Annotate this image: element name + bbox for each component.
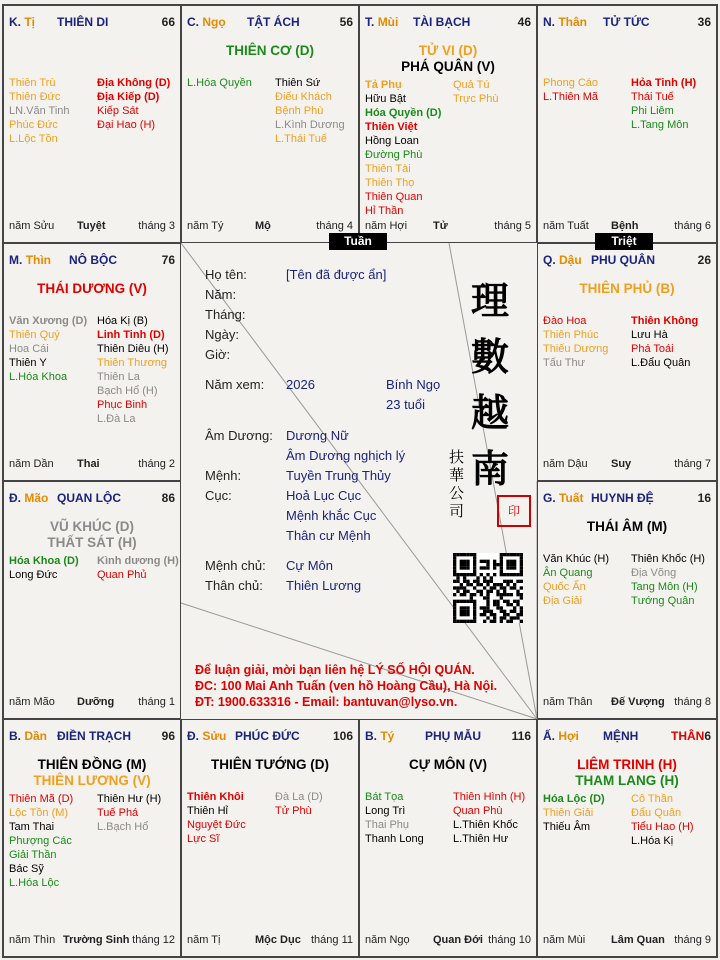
- minor-star: Địa Không (D): [97, 77, 171, 89]
- tuan-tag: Tuần: [329, 233, 387, 250]
- palace-month: tháng 8: [674, 696, 711, 708]
- than-cu-note: Thân cư Mệnh: [286, 528, 371, 543]
- palace-name: TÀI BẠCH: [413, 15, 471, 29]
- minor-star: Ân Quang: [543, 567, 593, 579]
- cuc-note: Mệnh khắc Cục: [286, 508, 377, 523]
- minor-star: Thiếu Dương: [543, 343, 609, 355]
- minor-star: Thiên Diêu (H): [97, 343, 169, 355]
- minor-star: Thiên Hình (H): [453, 791, 526, 803]
- palace-header: [543, 15, 711, 29]
- palace-footer: [187, 220, 353, 234]
- palace-mao[interactable]: [3, 481, 181, 719]
- palace-year: năm Tị: [187, 934, 221, 946]
- minor-star: Bệnh Phù: [275, 105, 324, 117]
- palace-can: K.: [9, 15, 21, 29]
- palace-month: tháng 2: [138, 458, 175, 470]
- palace-chi: Ngọ: [202, 15, 226, 29]
- minor-star: Bạch Hổ (H): [97, 385, 158, 397]
- contact-address: ĐC: 100 Mai Anh Tuấn (ven hồ Hoàng Cầu), Hà Nội.: [195, 679, 498, 693]
- minor-star: Tử Phù: [275, 805, 312, 817]
- minor-star: L.Hóa Quyền: [187, 77, 252, 89]
- minor-stars-right: [97, 792, 161, 834]
- palace-age: 116: [511, 729, 531, 743]
- palace-stage: Dưỡng: [77, 696, 115, 708]
- minor-stars-right: [275, 790, 323, 818]
- nam-xem-value: 2026: [286, 377, 315, 392]
- minor-star: L.Kình Dương: [275, 119, 345, 131]
- minor-star: Thiên Quý: [9, 329, 60, 341]
- minor-stars-right: [631, 314, 698, 370]
- palace-age: 36: [697, 15, 711, 29]
- palace-year: năm Mão: [9, 696, 55, 708]
- qr-code-icon[interactable]: [453, 553, 523, 623]
- palace-footer: [543, 220, 711, 234]
- minor-star: Lực Sĩ: [187, 833, 220, 845]
- minor-star: Phá Toái: [631, 343, 674, 355]
- minor-star: Phúc Đức: [9, 119, 58, 131]
- palace-stage: Thai: [77, 458, 100, 470]
- palace-header: [187, 15, 353, 29]
- minor-stars-left: [543, 314, 608, 370]
- palace-stage: Quan Đới: [433, 934, 483, 946]
- minor-star: Thiên Hư (H): [97, 793, 162, 805]
- minor-star: Địa Kiếp (D): [97, 91, 160, 103]
- am-duong-label: Âm Dương:: [205, 428, 273, 443]
- minor-star: Quan Phủ: [97, 569, 147, 581]
- minor-star: Tang Môn (H): [631, 581, 698, 593]
- menh-label: Mệnh:: [205, 468, 242, 483]
- palace-stage: Suy: [611, 458, 632, 470]
- palace-stage: Đế Vượng: [611, 696, 665, 708]
- minor-star: L.Hóa Lộc: [9, 877, 60, 889]
- palace-footer: [187, 934, 353, 948]
- palace-can: Đ.: [187, 729, 199, 743]
- palace-chi: Dần: [24, 729, 48, 743]
- palace-header: [543, 253, 711, 267]
- minor-star: Hóa Quyền (D): [365, 107, 442, 119]
- minor-star: Văn Khúc (H): [543, 553, 610, 565]
- am-duong-value: Dương Nữ: [286, 428, 349, 443]
- minor-star: Thiên Việt: [365, 121, 418, 133]
- palace-can: C.: [187, 15, 199, 29]
- minor-stars-left: [9, 314, 87, 384]
- minor-star: Điếu Khách: [275, 91, 332, 103]
- palace-ti[interactable]: [3, 5, 181, 243]
- ho-ten-label: Họ tên:: [205, 267, 247, 282]
- palace-stage: Tử: [433, 220, 448, 232]
- minor-star: Địa Võng: [631, 567, 677, 579]
- palace-age: 46: [517, 15, 531, 29]
- nam-label: Năm:: [205, 287, 237, 302]
- palace-header: [365, 15, 531, 29]
- minor-star: L.Đà La: [97, 413, 136, 425]
- minor-star: Phục Binh: [97, 399, 148, 411]
- palace-can: B.: [9, 729, 21, 743]
- palace-can: M.: [9, 253, 23, 267]
- palace-footer: [543, 458, 711, 472]
- menh-value: Tuyền Trung Thủy: [286, 468, 391, 483]
- seal-calligraphy: 理數越南: [471, 278, 510, 491]
- palace-age: 106: [332, 729, 353, 743]
- palace-year: năm Thân: [543, 696, 593, 708]
- palace-header: [365, 729, 531, 743]
- minor-star: Thiên Thương: [97, 357, 168, 369]
- palace-footer: [365, 934, 531, 948]
- minor-star: Thiên Sứ: [275, 77, 321, 89]
- minor-star: Quan Phù: [453, 805, 503, 817]
- tu-vi-chart: [2, 4, 718, 958]
- minor-star: Kiếp Sát: [97, 105, 139, 117]
- ngay-label: Ngày:: [205, 327, 239, 342]
- minor-star: Giải Thần: [9, 849, 57, 861]
- minor-star: L.Bạch Hổ: [97, 821, 149, 833]
- minor-star: Thiên Hỉ: [187, 805, 228, 817]
- main-star: CỰ MÔN (V): [409, 757, 487, 772]
- palace-suu[interactable]: [181, 719, 359, 957]
- palace-thin[interactable]: [3, 243, 181, 481]
- palace-year: năm Sửu: [9, 220, 55, 232]
- minor-star: Hóa Khoa (D): [9, 555, 79, 567]
- minor-star: Đào Hoa: [543, 315, 587, 327]
- than-marker: THÂN: [671, 729, 705, 743]
- palace-can: T.: [365, 15, 375, 29]
- minor-stars-right: [631, 76, 696, 132]
- minor-star: Thiên Không: [631, 315, 699, 327]
- minor-star: LN.Văn Tinh: [9, 105, 70, 117]
- palace-header: [9, 15, 175, 29]
- minor-stars-left: [543, 552, 609, 608]
- palace-than[interactable]: [537, 5, 717, 243]
- palace-month: tháng 11: [310, 934, 353, 946]
- gio-label: Giờ:: [205, 347, 231, 362]
- palace-name: QUAN LỘC: [57, 491, 121, 505]
- minor-star: L.Thiên Khốc: [453, 819, 518, 831]
- main-star: THÁI ÂM (M): [586, 519, 668, 534]
- minor-star: Phi Liêm: [631, 105, 674, 117]
- minor-stars-right: [97, 314, 169, 426]
- minor-star: Thiên Khốc (H): [631, 553, 705, 565]
- palace-year: năm Hợi: [365, 220, 408, 232]
- palace-chi: Thân: [558, 15, 588, 29]
- minor-star: Thiên Tài: [365, 163, 411, 175]
- minor-stars-left: [9, 76, 70, 146]
- minor-star: Quốc Ấn: [543, 581, 586, 593]
- palace-name: PHỤ MẪU: [425, 729, 481, 743]
- palace-year: năm Ngọ: [365, 934, 410, 946]
- minor-star: Hữu Bật: [365, 93, 406, 105]
- palace-ngo[interactable]: [181, 5, 359, 243]
- minor-star: Thiếu Âm: [543, 821, 591, 833]
- minor-star: Thái Tuế: [631, 91, 674, 103]
- contact-phone-email[interactable]: ĐT: 1900.633316 - Email: bantuvan@lyso.vn.: [195, 695, 458, 709]
- palace-age: 86: [161, 491, 175, 505]
- palace-footer: [9, 458, 175, 472]
- minor-star: Thiên Thọ: [365, 177, 415, 189]
- palace-stage: Bệnh: [611, 220, 639, 232]
- minor-star: Phong Cáo: [543, 77, 599, 89]
- minor-stars-right: [97, 554, 179, 582]
- minor-stars-right: [631, 552, 705, 608]
- palace-header: [543, 729, 711, 743]
- minor-star: Hoa Cái: [9, 343, 49, 355]
- palace-month: tháng 9: [674, 934, 711, 946]
- seal-stamp-icon: 印: [497, 495, 531, 527]
- minor-star: L.Hóa Khoa: [9, 371, 68, 383]
- am-duong-note: Âm Dương nghịch lý: [286, 448, 406, 463]
- palace-age: 26: [697, 253, 711, 267]
- palace-stage: Lâm Quan: [611, 934, 665, 946]
- minor-star: Tướng Quân: [631, 595, 695, 607]
- minor-star: Thiên Đức: [9, 91, 61, 103]
- palace-hoi[interactable]: [537, 719, 717, 957]
- triet-tag: Triệt: [595, 233, 653, 250]
- palace-chi: Dậu: [559, 253, 582, 267]
- main-star: LIÊM TRINH (H): [577, 757, 677, 772]
- menh-chu-value: Cự Môn: [286, 558, 333, 573]
- ho-ten-value: [Tên đã được ẩn]: [286, 267, 387, 282]
- minor-stars-right: [275, 76, 345, 146]
- thang-label: Tháng:: [205, 307, 246, 322]
- minor-star: L.Thiên Hư: [453, 833, 509, 845]
- palace-footer: [543, 696, 711, 710]
- palace-name: THIÊN DI: [57, 15, 109, 29]
- minor-star: Quả Tú: [453, 79, 490, 91]
- minor-star: Long Trì: [365, 805, 406, 817]
- minor-star: Hồng Loan: [365, 135, 419, 147]
- minor-stars-right: [453, 790, 525, 846]
- palace-dau[interactable]: [537, 243, 717, 481]
- minor-star: Thanh Long: [365, 833, 424, 845]
- palace-year: năm Thìn: [9, 934, 56, 946]
- minor-star: Lưu Hà: [631, 329, 668, 341]
- palace-chi: Sửu: [202, 729, 227, 743]
- palace-name: MỆNH: [603, 729, 639, 743]
- palace-header: [9, 491, 175, 505]
- palace-year: năm Tuất: [543, 220, 589, 232]
- cuc-label: Cục:: [205, 488, 232, 503]
- palace-name: PHÚC ĐỨC: [235, 729, 300, 743]
- minor-star: Thiên La: [97, 371, 140, 383]
- palace-stage: Mộc Dục: [255, 934, 301, 946]
- minor-star: Thiên Mã (D): [9, 793, 74, 805]
- palace-year: năm Dậu: [543, 458, 588, 470]
- minor-star: Phượng Các: [9, 835, 72, 847]
- seal-small-text: 扶華公司: [449, 448, 465, 520]
- palace-year: năm Dần: [9, 458, 54, 470]
- cuc-value: Hoả Lục Cục: [286, 488, 362, 503]
- main-star: THIÊN ĐỒNG (M): [37, 757, 147, 772]
- palace-chi: Mão: [24, 491, 49, 505]
- minor-stars-left: [543, 792, 605, 834]
- main-star: TỬ VI (D): [418, 43, 478, 58]
- palace-name: ĐIỀN TRẠCH: [57, 729, 131, 743]
- palace-chi: Mùi: [377, 15, 399, 29]
- center-panel: [183, 243, 539, 717]
- palace-age: 16: [697, 491, 711, 505]
- minor-star: Đẩu Quân: [631, 807, 682, 819]
- minor-stars-left: [9, 554, 79, 582]
- palace-header: [9, 253, 175, 267]
- minor-star: Tuế Phá: [97, 807, 139, 819]
- palace-age: 96: [161, 729, 175, 743]
- palace-chi: Tị: [24, 15, 36, 29]
- palace-can: G.: [543, 491, 556, 505]
- minor-star: Kình dương (H): [97, 555, 179, 567]
- palace-name: TẬT ÁCH: [247, 15, 300, 29]
- palace-footer: [9, 696, 175, 710]
- main-star: THIÊN CƠ (D): [225, 43, 314, 58]
- palace-stage: Trường Sinh: [63, 934, 130, 946]
- minor-star: Bác Sỹ: [9, 863, 44, 875]
- palace-footer: [9, 220, 175, 234]
- main-star: THÁI DƯƠNG (V): [37, 281, 147, 296]
- palace-month: tháng 7: [674, 458, 711, 470]
- minor-star: Đường Phù: [365, 149, 423, 161]
- minor-stars-left: [187, 76, 252, 90]
- palace-footer: [543, 934, 711, 948]
- palace-month: tháng 10: [488, 934, 531, 946]
- palace-name: PHU QUÂN: [591, 253, 656, 267]
- minor-stars-left: [543, 76, 598, 104]
- palace-month: tháng 4: [316, 220, 353, 232]
- palace-footer: [365, 220, 531, 234]
- palace-year: năm Tý: [187, 220, 224, 232]
- tuoi-value: 23 tuổi: [386, 397, 426, 412]
- palace-month: tháng 5: [494, 220, 531, 232]
- nam-xem-can-chi: Bính Ngọ: [386, 377, 441, 392]
- minor-star: Đại Hao (H): [97, 119, 156, 131]
- minor-stars-right: [453, 78, 498, 106]
- minor-stars-left: [187, 790, 246, 846]
- palace-age: 56: [339, 15, 353, 29]
- minor-star: Thiên Giải: [543, 807, 594, 819]
- minor-stars-right: [631, 792, 694, 848]
- than-chu-value: Thiên Lương: [286, 578, 362, 593]
- minor-star: Bát Tọa: [365, 791, 404, 803]
- minor-star: Thiên Phúc: [543, 329, 599, 341]
- palace-header: [187, 729, 353, 743]
- palace-header: [543, 491, 711, 505]
- palace-name: TỬ TỨC: [603, 15, 650, 29]
- minor-star: Linh Tinh (D): [97, 329, 165, 341]
- palace-can: B.: [365, 729, 377, 743]
- minor-star: Cô Thần: [631, 793, 673, 805]
- minor-star: Lộc Tồn (M): [9, 807, 69, 819]
- palace-year: năm Mùi: [543, 934, 586, 946]
- palace-ty[interactable]: [359, 719, 537, 957]
- main-star: THIÊN LƯƠNG (V): [33, 773, 151, 788]
- palace-can: Đ.: [9, 491, 21, 505]
- contact-line-1: Để luận giải, mời bạn liên hệ LÝ SỐ HỘI QUÁN.: [195, 663, 475, 677]
- minor-star: Đà La (D): [275, 791, 323, 803]
- minor-star: Tiểu Hao (H): [631, 821, 694, 833]
- minor-star: Thiên Khôi: [187, 791, 244, 803]
- minor-star: Tấu Thư: [543, 357, 586, 369]
- minor-star: L.Tang Môn: [631, 119, 689, 131]
- minor-stars-left: [365, 78, 441, 218]
- minor-star: Trực Phù: [453, 93, 499, 105]
- menh-chu-label: Mệnh chủ:: [205, 558, 266, 573]
- palace-mui[interactable]: [359, 5, 537, 243]
- minor-star: L.Đẩu Quân: [631, 357, 691, 369]
- palace-can: Ấ.: [543, 729, 555, 743]
- than-chu-label: Thân chủ:: [205, 578, 263, 593]
- palace-name: HUYNH ĐỆ: [591, 491, 654, 505]
- minor-star: L.Thái Tuế: [275, 133, 327, 145]
- main-star: PHÁ QUÂN (V): [401, 59, 495, 74]
- palace-can: Q.: [543, 253, 556, 267]
- minor-star: Thiên Y: [9, 357, 47, 369]
- palace-chi: Tý: [380, 729, 395, 743]
- minor-star: Long Đức: [9, 569, 58, 581]
- palace-dan[interactable]: [3, 719, 181, 957]
- palace-tuat[interactable]: [537, 481, 717, 719]
- minor-star: Hỉ Thần: [365, 205, 404, 217]
- palace-age: 76: [161, 253, 175, 267]
- minor-stars-left: [9, 792, 73, 890]
- palace-age: 6: [704, 729, 711, 743]
- palace-month: tháng 1: [138, 696, 175, 708]
- minor-star: Nguyệt Đức: [187, 819, 246, 831]
- palace-footer: [9, 934, 175, 948]
- minor-star: Tam Thai: [9, 821, 55, 833]
- palace-chi: Hợi: [558, 729, 579, 743]
- minor-star: Thiên Quan: [365, 191, 423, 203]
- minor-star: L.Thiên Mã: [543, 91, 599, 103]
- minor-star: Thiên Trù: [9, 77, 56, 89]
- main-star: THIÊN PHỦ (B): [579, 281, 675, 296]
- palace-stage: Tuyệt: [77, 220, 106, 232]
- minor-star: Thai Phụ: [365, 819, 410, 831]
- palace-chi: Thìn: [25, 253, 52, 267]
- palace-month: tháng 3: [138, 220, 175, 232]
- minor-star: Tả Phụ: [365, 79, 402, 91]
- palace-stage: Mộ: [255, 220, 271, 232]
- minor-star: L.Lộc Tồn: [9, 133, 58, 145]
- main-star: THAM LANG (H): [575, 773, 679, 788]
- palace-month: tháng 6: [674, 220, 711, 232]
- main-star: VŨ KHÚC (D): [50, 519, 134, 534]
- palace-header: [9, 729, 175, 743]
- minor-star: Hỏa Tinh (H): [631, 77, 697, 89]
- palace-month: tháng 12: [132, 934, 175, 946]
- minor-star: L.Hóa Kị: [631, 835, 674, 847]
- minor-star: Hóa Lộc (D): [543, 793, 605, 805]
- palace-name: NÔ BỘC: [69, 253, 117, 267]
- palace-chi: Tuất: [559, 491, 584, 505]
- main-star: THIÊN TƯỚNG (D): [211, 757, 329, 772]
- minor-stars-right: [97, 76, 170, 132]
- minor-stars-left: [365, 790, 424, 846]
- minor-star: Hóa Kị (B): [97, 315, 148, 327]
- palace-can: N.: [543, 15, 555, 29]
- nam-xem-label: Năm xem:: [205, 377, 265, 392]
- palace-age: 66: [161, 15, 175, 29]
- minor-star: Văn Xương (D): [9, 315, 88, 327]
- minor-star: Địa Giải: [543, 595, 583, 607]
- main-star: THẤT SÁT (H): [47, 535, 137, 550]
